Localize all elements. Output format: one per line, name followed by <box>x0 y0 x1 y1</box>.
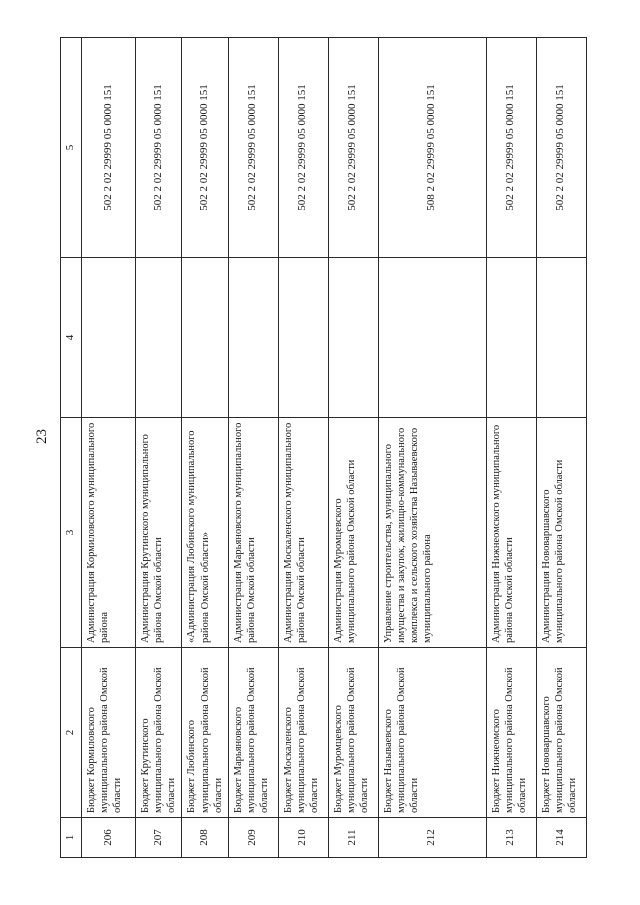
administrator-name: Администрация Марьяновского муниципального района Омской области <box>228 418 278 648</box>
administrator-name: Администрация Москаленского муниципального района Омской области <box>278 418 328 648</box>
row-number: 210 <box>278 818 328 858</box>
administrator-name: Администрация Кормиловского муниципального района <box>82 418 136 648</box>
rotated-table-container <box>60 38 580 858</box>
budget-code: 502 2 02 29999 05 0000 151 <box>228 38 278 258</box>
budget-code: 502 2 02 29999 05 0000 151 <box>486 38 536 258</box>
budget-code: 502 2 02 29999 05 0000 151 <box>136 38 182 258</box>
administrator-name: Управление строительства, муниципального имущества и закупок, жилищно-коммунального комплекса и сельского хозяйства Называевского муниципального района <box>378 418 486 648</box>
administrator-name: Администрация Нововаршавского муниципального района Омской области <box>536 418 586 648</box>
header-col-2: 2 <box>61 648 82 818</box>
table-row <box>328 38 378 858</box>
header-row <box>61 38 82 858</box>
budget-name: Бюджет Муромцевского муниципального района Омской области <box>328 648 378 818</box>
table-row <box>378 38 486 858</box>
header-col-4: 4 <box>61 258 82 418</box>
table-row <box>278 38 328 858</box>
row-number: 208 <box>182 818 228 858</box>
row-number: 214 <box>536 818 586 858</box>
administrator-name: Администрация Нижнеомского муниципального района Омской области <box>486 418 536 648</box>
row-number: 209 <box>228 818 278 858</box>
row-number: 212 <box>378 818 486 858</box>
budget-name: Бюджет Кормиловского муниципального района Омской области <box>82 648 136 818</box>
col4-value <box>182 258 228 418</box>
col4-value <box>278 258 328 418</box>
budget-code: 508 2 02 29999 05 0000 151 <box>378 38 486 258</box>
budget-name: Бюджет Называевского муниципального района Омской области <box>378 648 486 818</box>
col4-value <box>536 258 586 418</box>
budget-code: 502 2 02 29999 05 0000 151 <box>536 38 586 258</box>
table-row <box>536 38 586 858</box>
col4-value <box>378 258 486 418</box>
table-row <box>486 38 536 858</box>
budget-name: Бюджет Нововаршавского муниципального района Омской области <box>536 648 586 818</box>
header-col-3: 3 <box>61 418 82 648</box>
col4-value <box>136 258 182 418</box>
budget-code: 502 2 02 29999 05 0000 151 <box>182 38 228 258</box>
administrator-name: «Администрация Любинского муниципального района Омской области» <box>182 418 228 648</box>
row-number: 211 <box>328 818 378 858</box>
row-number: 213 <box>486 818 536 858</box>
header-col-1: 1 <box>61 818 82 858</box>
row-number: 206 <box>82 818 136 858</box>
budget-name: Бюджет Марьяновского муниципального района Омской области <box>228 648 278 818</box>
table-row <box>136 38 182 858</box>
budget-name: Бюджет Крутинского муниципального района Омской области <box>136 648 182 818</box>
budget-code: 502 2 02 29999 05 0000 151 <box>328 38 378 258</box>
budget-name: Бюджет Любинского муниципального района Омской области <box>182 648 228 818</box>
col4-value <box>228 258 278 418</box>
administrator-name: Администрация Крутинского муниципального района Омской области <box>136 418 182 648</box>
budget-name: Бюджет Нижнеомского муниципального района Омской области <box>486 648 536 818</box>
col4-value <box>82 258 136 418</box>
administrator-name: Администрация Муромцевского муниципального района Омской области <box>328 418 378 648</box>
table-row <box>228 38 278 858</box>
budget-table <box>60 37 587 858</box>
row-number: 207 <box>136 818 182 858</box>
col4-value <box>328 258 378 418</box>
budget-code: 502 2 02 29999 05 0000 151 <box>278 38 328 258</box>
col4-value <box>486 258 536 418</box>
budget-code: 502 2 02 29999 05 0000 151 <box>82 38 136 258</box>
table-row <box>82 38 136 858</box>
table-row <box>182 38 228 858</box>
budget-name: Бюджет Москаленского муниципального района Омской области <box>278 648 328 818</box>
header-col-5: 5 <box>61 38 82 258</box>
page-number: 23 <box>34 429 50 444</box>
